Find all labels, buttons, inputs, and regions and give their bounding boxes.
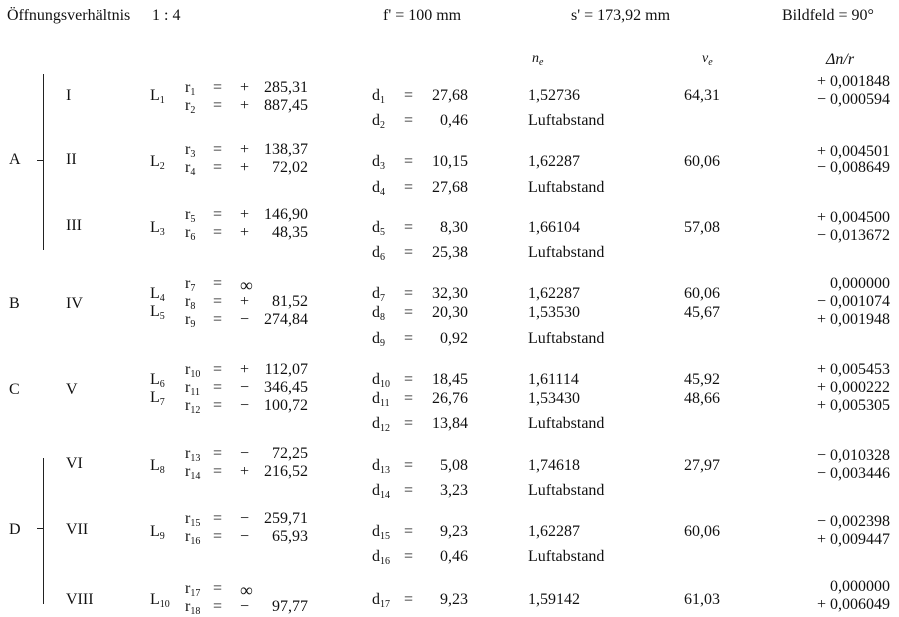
radius-sign: +: [240, 293, 250, 310]
radius-value: 100,72: [264, 397, 308, 414]
lens-number: III: [66, 217, 82, 234]
radius-sign: −: [240, 379, 250, 396]
abbe-number: 64,31: [684, 87, 720, 104]
radius-value: 48,35: [272, 224, 308, 241]
refractive-index: 1,53530: [528, 304, 580, 321]
refractive-index: 1,52736: [528, 87, 580, 104]
radius-label: $r_{16}$: [185, 528, 201, 547]
dn-value: + 0,006049: [816, 596, 890, 613]
radius-sign: +: [240, 206, 250, 223]
abbe-number: 48,66: [684, 390, 720, 407]
refractive-index: 1,62287: [528, 153, 580, 170]
radius-label: $r_4$: [185, 159, 196, 178]
equals-sign: =: [213, 293, 223, 310]
radius-label: $r_{15}$: [185, 510, 201, 529]
air-gap-label: Luftabstand: [528, 330, 605, 347]
thickness-label: $d_{14}$: [372, 482, 390, 501]
radius-sign: +: [240, 97, 250, 114]
radius-sign: −: [240, 445, 250, 462]
equals-sign: =: [213, 445, 223, 462]
radius-label: $r_9$: [185, 311, 196, 330]
equals-sign: =: [404, 153, 414, 170]
abbe-number: 61,03: [684, 591, 720, 608]
equals-sign: =: [404, 179, 414, 196]
equals-sign: =: [404, 112, 414, 129]
equals-sign: =: [213, 159, 223, 176]
thickness-value: 0,46: [440, 548, 468, 565]
radius-value: 887,45: [264, 97, 308, 114]
equals-sign: =: [404, 457, 414, 474]
thickness-value: 27,68: [432, 179, 468, 196]
equals-sign: =: [213, 141, 223, 158]
group-label: B: [9, 295, 20, 312]
thickness-value: 0,46: [440, 112, 468, 129]
equals-sign: =: [213, 275, 223, 292]
thickness-value: 27,68: [432, 87, 468, 104]
aperture-value: 1 : 4: [152, 7, 181, 24]
thickness-label: $d_6$: [372, 244, 385, 263]
aperture-label: Öffnungsverhältnis: [7, 7, 131, 24]
dn-value: + 0,005305: [816, 397, 890, 414]
radius-value: 285,31: [264, 79, 308, 96]
radius-value: 72,25: [272, 445, 308, 462]
radius-label: $r_5$: [185, 206, 196, 225]
thickness-value: 9,23: [440, 591, 468, 608]
equals-sign: =: [213, 528, 223, 545]
equals-sign: =: [213, 580, 223, 597]
abbe-number: 57,08: [684, 219, 720, 236]
radius-sign: +: [240, 159, 250, 176]
radius-sign: −: [240, 311, 250, 328]
thickness-value: 8,30: [440, 219, 468, 236]
radius-label: $r_7$: [185, 275, 196, 294]
dn-value: − 0,003446: [816, 465, 890, 482]
equals-sign: =: [213, 397, 223, 414]
equals-sign: =: [404, 591, 414, 608]
air-gap-label: Luftabstand: [528, 179, 605, 196]
abbe-number: 27,97: [684, 457, 720, 474]
thickness-label: $d_{15}$: [372, 523, 390, 542]
radius-value: ∞: [240, 580, 253, 600]
thickness-value: 5,08: [440, 457, 468, 474]
radius-sign: +: [240, 361, 250, 378]
back-focus: s' = 173,92 mm: [571, 7, 671, 24]
radius-label: $r_{18}$: [185, 598, 201, 617]
lens-number: I: [66, 87, 72, 104]
lens-number: VI: [66, 455, 83, 472]
element-label: $L_6$: [150, 371, 165, 390]
radius-value: 146,90: [264, 206, 308, 223]
air-gap-label: Luftabstand: [528, 482, 605, 499]
thickness-value: 9,23: [440, 523, 468, 540]
equals-sign: =: [404, 244, 414, 261]
dn-value: + 0,009447: [816, 531, 890, 548]
thickness-label: $d_{17}$: [372, 591, 390, 610]
dn-value: − 0,002398: [816, 513, 890, 530]
equals-sign: =: [404, 371, 414, 388]
equals-sign: =: [213, 97, 223, 114]
abbe-number: 45,92: [684, 371, 720, 388]
refractive-index: 1,59142: [528, 591, 580, 608]
thickness-label: $d_1$: [372, 87, 385, 106]
radius-value: 259,71: [264, 510, 308, 527]
dn-value: − 0,001074: [816, 293, 890, 310]
thickness-label: $d_{11}$: [372, 390, 390, 409]
equals-sign: =: [404, 87, 414, 104]
element-label: $L_5$: [150, 303, 165, 322]
image-field: Bildfeld = 90°: [782, 7, 874, 24]
thickness-label: $d_7$: [372, 285, 385, 304]
thickness-value: 20,30: [432, 304, 468, 321]
thickness-label: $d_3$: [372, 153, 385, 172]
radius-sign: +: [240, 224, 250, 241]
radius-sign: −: [240, 598, 250, 615]
dn-value: + 0,001948: [816, 311, 890, 328]
radius-label: $r_2$: [185, 97, 196, 116]
dn-value: − 0,010328: [816, 447, 890, 464]
refractive-index: 1,53430: [528, 390, 580, 407]
element-label: $L_3$: [150, 219, 165, 238]
equals-sign: =: [213, 206, 223, 223]
radius-label: $r_{12}$: [185, 397, 201, 416]
lens-number: II: [66, 151, 77, 168]
group-brace-d: [43, 458, 44, 604]
radius-label: $r_{13}$: [185, 445, 201, 464]
group-label: A: [9, 151, 21, 168]
element-label: $L_8$: [150, 457, 165, 476]
radius-value: 112,07: [264, 361, 308, 378]
thickness-label: $d_4$: [372, 179, 385, 198]
dn-value: 0,000000: [830, 578, 890, 595]
air-gap-label: Luftabstand: [528, 415, 605, 432]
dn-value: + 0,001848: [816, 73, 890, 90]
refractive-index: 1,66104: [528, 219, 580, 236]
equals-sign: =: [213, 463, 223, 480]
dn-value: + 0,004501: [816, 143, 890, 160]
radius-value: 346,45: [264, 379, 308, 396]
radius-sign: −: [240, 510, 250, 527]
thickness-value: 0,92: [440, 330, 468, 347]
equals-sign: =: [213, 311, 223, 328]
refractive-index: 1,62287: [528, 523, 580, 540]
radius-sign: −: [240, 528, 250, 545]
lens-number: IV: [66, 295, 83, 312]
dn-value: − 0,000594: [816, 91, 890, 108]
equals-sign: =: [213, 598, 223, 615]
equals-sign: =: [404, 219, 414, 236]
lens-number: V: [66, 381, 78, 398]
refractive-index: 1,62287: [528, 285, 580, 302]
column-ne: $n_e$: [532, 51, 544, 68]
radius-value: 65,93: [272, 528, 308, 545]
radius-label: $r_{14}$: [185, 463, 201, 482]
refractive-index: 1,61114: [528, 371, 579, 388]
radius-label: $r_{10}$: [185, 361, 201, 380]
element-label: $L_9$: [150, 523, 165, 542]
equals-sign: =: [404, 330, 414, 347]
thickness-label: $d_8$: [372, 304, 385, 323]
dn-value: + 0,000222: [816, 379, 890, 396]
radius-label: $r_1$: [185, 79, 196, 98]
radius-label: $r_3$: [185, 141, 196, 160]
abbe-number: 60,06: [684, 523, 720, 540]
equals-sign: =: [404, 304, 414, 321]
radius-value: ∞: [240, 275, 253, 295]
thickness-value: 32,30: [432, 285, 468, 302]
radius-value: 274,84: [264, 311, 308, 328]
equals-sign: =: [404, 415, 414, 432]
equals-sign: =: [213, 510, 223, 527]
focal-length: f' = 100 mm: [383, 7, 462, 24]
equals-sign: =: [404, 390, 414, 407]
thickness-value: 25,38: [432, 244, 468, 261]
dn-value: + 0,004500: [816, 209, 890, 226]
refractive-index: 1,74618: [528, 457, 580, 474]
dn-value: − 0,013672: [816, 227, 890, 244]
radius-value: 138,37: [264, 141, 308, 158]
thickness-label: $d_{12}$: [372, 415, 390, 434]
equals-sign: =: [404, 482, 414, 499]
thickness-label: $d_2$: [372, 112, 385, 131]
equals-sign: =: [213, 361, 223, 378]
dn-value: − 0,008649: [816, 159, 890, 176]
thickness-label: $d_5$: [372, 219, 385, 238]
radius-sign: +: [240, 463, 250, 480]
thickness-value: 3,23: [440, 482, 468, 499]
radius-value: 81,52: [272, 293, 308, 310]
air-gap-label: Luftabstand: [528, 112, 605, 129]
element-label: $L_1$: [150, 87, 165, 106]
equals-sign: =: [213, 379, 223, 396]
element-label: $L_{10}$: [150, 591, 170, 610]
equals-sign: =: [404, 523, 414, 540]
column-ve: $\nu_e$: [702, 51, 713, 68]
radius-value: 97,77: [272, 598, 308, 615]
lens-number: VII: [66, 521, 89, 538]
column-dn: Δn/r: [826, 51, 855, 68]
group-label: C: [9, 381, 20, 398]
group-brace-a: [43, 74, 44, 250]
equals-sign: =: [213, 79, 223, 96]
radius-sign: −: [240, 397, 250, 414]
abbe-number: 60,06: [684, 153, 720, 170]
element-label: $L_7$: [150, 389, 165, 408]
thickness-label: $d_9$: [372, 330, 385, 349]
radius-label: $r_{11}$: [185, 379, 200, 398]
thickness-label: $d_{13}$: [372, 457, 390, 476]
lens-number: VIII: [66, 591, 94, 608]
equals-sign: =: [404, 548, 414, 565]
thickness-label: $d_{16}$: [372, 548, 390, 567]
thickness-value: 13,84: [432, 415, 468, 432]
thickness-value: 26,76: [432, 390, 468, 407]
dn-value: + 0,005453: [816, 361, 890, 378]
radius-label: $r_{17}$: [185, 580, 201, 599]
air-gap-label: Luftabstand: [528, 548, 605, 565]
thickness-label: $d_{10}$: [372, 371, 390, 390]
element-label: $L_4$: [150, 285, 165, 304]
thickness-value: 10,15: [432, 153, 468, 170]
dn-value: 0,000000: [830, 275, 890, 292]
radius-label: $r_8$: [185, 293, 196, 312]
element-label: $L_2$: [150, 153, 165, 172]
abbe-number: 60,06: [684, 285, 720, 302]
equals-sign: =: [213, 224, 223, 241]
air-gap-label: Luftabstand: [528, 244, 605, 261]
radius-label: $r_6$: [185, 224, 196, 243]
radius-value: 216,52: [264, 463, 308, 480]
radius-sign: +: [240, 141, 250, 158]
radius-sign: +: [240, 79, 250, 96]
thickness-value: 18,45: [432, 371, 468, 388]
abbe-number: 45,67: [684, 304, 720, 321]
group-label: D: [9, 521, 21, 538]
radius-value: 72,02: [272, 159, 308, 176]
equals-sign: =: [404, 285, 414, 302]
